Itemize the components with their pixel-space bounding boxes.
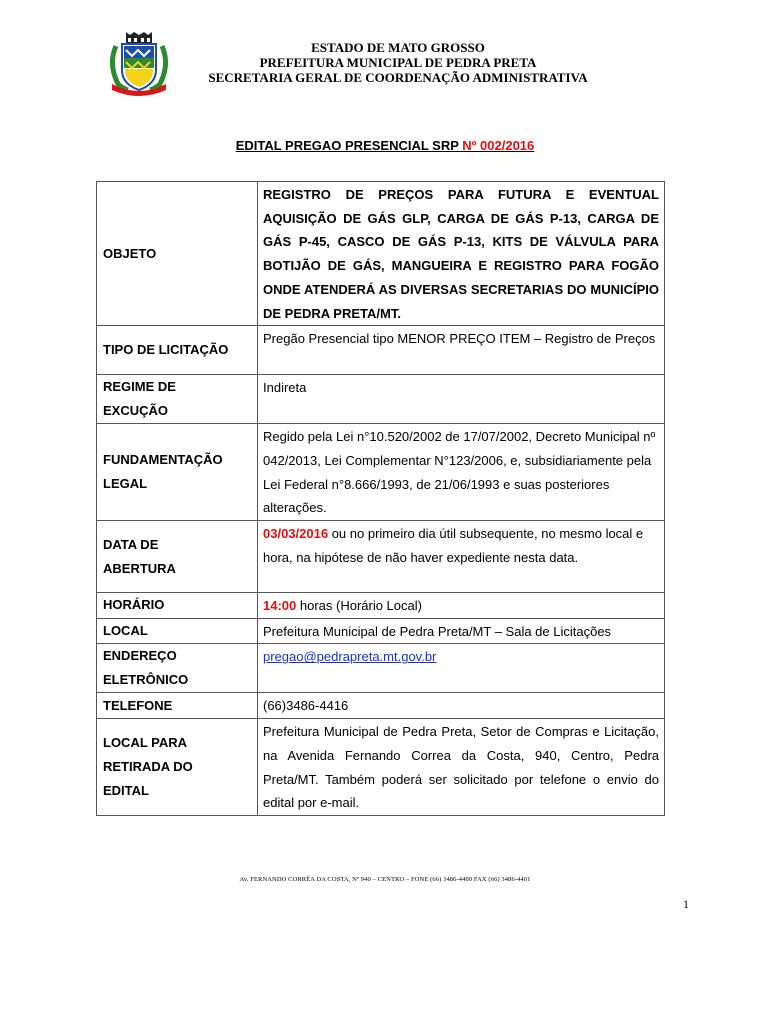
- row-fundamentacao: [97, 424, 665, 521]
- label-horario: HORÁRIO: [97, 593, 258, 619]
- label-endereco-line2: ELETRÔNICO: [103, 672, 189, 688]
- label-endereco-eletronico: [97, 644, 258, 693]
- label-retirada-line1: LOCAL PARA: [103, 735, 188, 751]
- edital-info-table: [96, 181, 665, 816]
- label-tipo-licitacao: TIPO DE LICITAÇÃO: [97, 326, 258, 375]
- opening-date-note: ou no primeiro dia útil subsequente, no mesmo local e hora, na hipótese de não haver expediente nesta data.: [263, 526, 644, 565]
- label-regime-line2: EXCUÇÃO: [103, 403, 169, 419]
- header-secretariat: SECRETARIA GERAL DE COORDENAÇÃO ADMINISTRATIVA: [208, 70, 588, 85]
- email-link[interactable]: pregao@pedrapreta.mt.gov.br: [263, 649, 437, 665]
- opening-time: 14:00: [263, 598, 297, 614]
- document-title: [0, 138, 770, 153]
- label-objeto: OBJETO: [97, 182, 258, 326]
- label-fundamentacao: [97, 424, 258, 521]
- label-data-abertura: [97, 521, 258, 593]
- footer-address: Av. FERNANDO CORRÊA DA COSTA, Nº 940 – CENTRO – FONE (66) 3486-4400 FAX (66) 3486-4401: [239, 876, 531, 883]
- row-tipo-licitacao: [97, 326, 665, 375]
- label-retirada-line3: EDITAL: [103, 783, 149, 799]
- row-horario: [97, 593, 665, 619]
- opening-date: 03/03/2016: [263, 526, 329, 542]
- letterhead: [168, 40, 628, 85]
- row-local: [97, 618, 665, 644]
- value-horario: [258, 593, 665, 619]
- label-retirada-line2: RETIRADA DO: [103, 759, 193, 775]
- value-local-retirada: Prefeitura Municipal de Pedra Preta, Setor de Compras e Licitação, na Avenida Fernando Correa da Costa, 940, Centro, Pedra Preta/MT. Também poderá ser solicitado por telefone o envio do edital por e-mail.: [258, 719, 665, 816]
- label-telefone: TELEFONE: [97, 693, 258, 719]
- row-local-retirada: [97, 719, 665, 816]
- value-data-abertura: [258, 521, 665, 593]
- coat-of-arms-logo: [106, 32, 172, 96]
- value-telefone: (66)3486-4416: [258, 693, 665, 719]
- row-data-abertura: [97, 521, 665, 593]
- page-number: 1: [683, 897, 689, 911]
- label-fundamentacao-line2: LEGAL: [103, 476, 148, 492]
- label-regime-line1: REGIME DE: [103, 379, 176, 395]
- label-data-line1: DATA DE: [103, 536, 159, 552]
- header-state: ESTADO DE MATO GROSSO: [311, 40, 485, 55]
- row-regime: [97, 375, 665, 424]
- row-endereco-eletronico: [97, 644, 665, 693]
- value-tipo-licitacao: Pregão Presencial tipo MENOR PREÇO ITEM – Registro de Preços: [258, 326, 665, 375]
- header-prefecture: PREFEITURA MUNICIPAL DE PEDRA PRETA: [259, 55, 537, 70]
- row-telefone: [97, 693, 665, 719]
- label-data-line2: ABERTURA: [103, 560, 176, 576]
- opening-time-note: horas (Horário Local): [296, 598, 422, 614]
- value-endereco-eletronico: [258, 644, 665, 693]
- value-local: Prefeitura Municipal de Pedra Preta/MT – Sala de Licitações: [258, 618, 665, 644]
- label-local: LOCAL: [97, 618, 258, 644]
- row-objeto: [97, 182, 665, 326]
- title-number: Nº 002/2016: [462, 138, 535, 153]
- value-objeto: REGISTRO DE PREÇOS PARA FUTURA E EVENTUAL AQUISIÇÃO DE GÁS GLP, CARGA DE GÁS P-13, CARGA DE GÁS P-45, CASCO DE GÁS P-13, KITS DE VÁLVULA PARA BOTIJÃO DE GÁS, MANGUEIRA E REGISTRO PARA FOGÃO ONDE ATENDERÁ AS DIVERSAS SECRETARIAS DO MUNICÍPIO DE PEDRA PRETA/MT.: [258, 182, 665, 326]
- label-local-retirada: [97, 719, 258, 816]
- label-fundamentacao-line1: FUNDAMENTAÇÃO: [103, 452, 223, 468]
- title-prefix: EDITAL PREGAO PRESENCIAL SRP: [235, 138, 463, 153]
- value-regime: Indireta: [258, 375, 665, 424]
- value-fundamentacao: Regido pela Lei n°10.520/2002 de 17/07/2002, Decreto Municipal nº 042/2013, Lei Complementar N°123/2006, e, subsidiariamente pela Lei Federal n°8.666/1993, de 21/06/1993 e suas posteriores alterações.: [258, 424, 665, 521]
- label-endereco-line1: ENDEREÇO: [103, 648, 177, 664]
- label-regime: [97, 375, 258, 424]
